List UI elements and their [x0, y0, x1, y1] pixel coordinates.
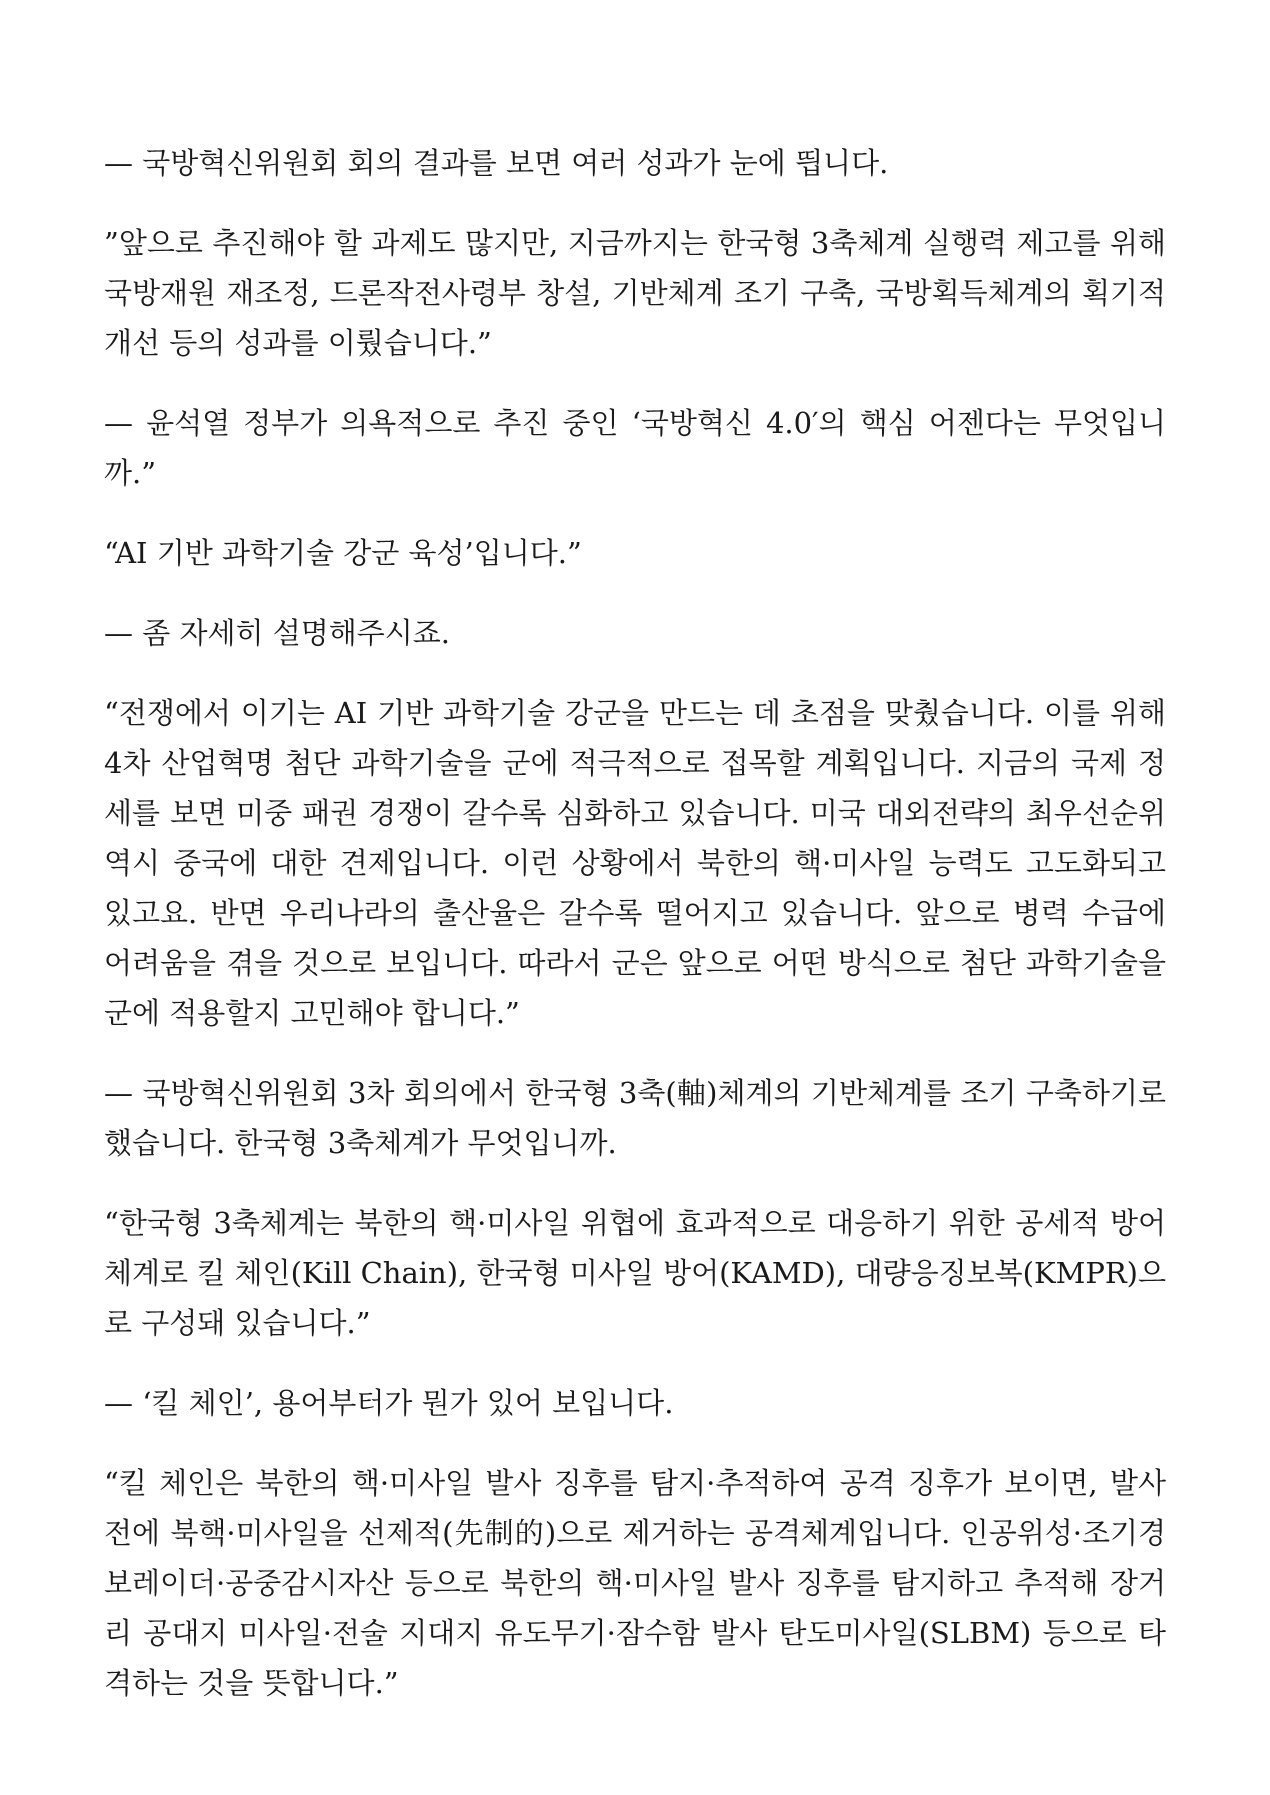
interview-question: — 국방혁신위원회 3차 회의에서 한국형 3축(軸)체계의 기반체계를 조기 구축하기로 했습니다. 한국형 3축체계가 무엇입니까. — [104, 1076, 1166, 1160]
interview-answer: “킬 체인은 북한의 핵·미사일 발사 징후를 탐지·추적하여 공격 징후가 보이면, 발사 전에 북핵·미사일을 선제적(先制的)으로 제거하는 공격체계입니다. 인공위성·조기경보레이더·공중감시자산 등으로 북한의 핵·미사일 발사 징후를 탐지하고 추적해 장거리 공대지 미사일·전술 지대지 유도무기·잠수함 발사 탄도미사일(SLBM) 등으로 타격하는 것을 뜻합니다.” — [104, 1466, 1166, 1700]
interview-question: — ‘킬 체인’, 용어부터가 뭔가 있어 보입니다. — [104, 1386, 674, 1420]
interview-question: — 좀 자세히 설명해주시죠. — [104, 616, 451, 650]
interview-answer: “AI 기반 과학기술 강군 육성’입니다.” — [104, 536, 582, 570]
interview-answer: “한국형 3축체계는 북한의 핵·미사일 위협에 효과적으로 대응하기 위한 공세적 방어체계로 킬 체인(Kill Chain), 한국형 미사일 방어(KAMD), 대량응징보복(KMPR)으로 구성돼 있습니다.” — [104, 1206, 1166, 1340]
interview-question: — 윤석열 정부가 의욕적으로 추진 중인 ‘국방혁신 4.0′의 핵심 어젠다는 무엇입니까.” — [104, 406, 1166, 490]
interview-answer: “전쟁에서 이기는 AI 기반 과학기술 강군을 만드는 데 초점을 맞췄습니다. 이를 위해 4차 산업혁명 첨단 과학기술을 군에 적극적으로 접목할 계획입니다. 지금의 국제 정세를 보면 미중 패권 경쟁이 갈수록 심화하고 있습니다. 미국 대외전략의 최우선순위 역시 중국에 대한 견제입니다. 이런 상황에서 북한의 핵·미사일 능력도 고도화되고 있고요. 반면 우리나라의 출산율은 갈수록 떨어지고 있습니다. 앞으로 병력 수급에 어려움을 겪을 것으로 보입니다. 따라서 군은 앞으로 어떤 방식으로 첨단 과학기술을 군에 적용할지 고민해야 합니다.” — [104, 696, 1166, 1030]
article-body — [104, 138, 1166, 1738]
interview-question: — 국방혁신위원회 회의 결과를 보면 여러 성과가 눈에 띕니다. — [104, 146, 889, 180]
interview-answer: ”앞으로 추진해야 할 과제도 많지만, 지금까지는 한국형 3축체계 실행력 제고를 위해 국방재원 재조정, 드론작전사령부 창설, 기반체계 조기 구축, 국방획득체계의 획기적 개선 등의 성과를 이뤘습니다.” — [104, 226, 1166, 360]
